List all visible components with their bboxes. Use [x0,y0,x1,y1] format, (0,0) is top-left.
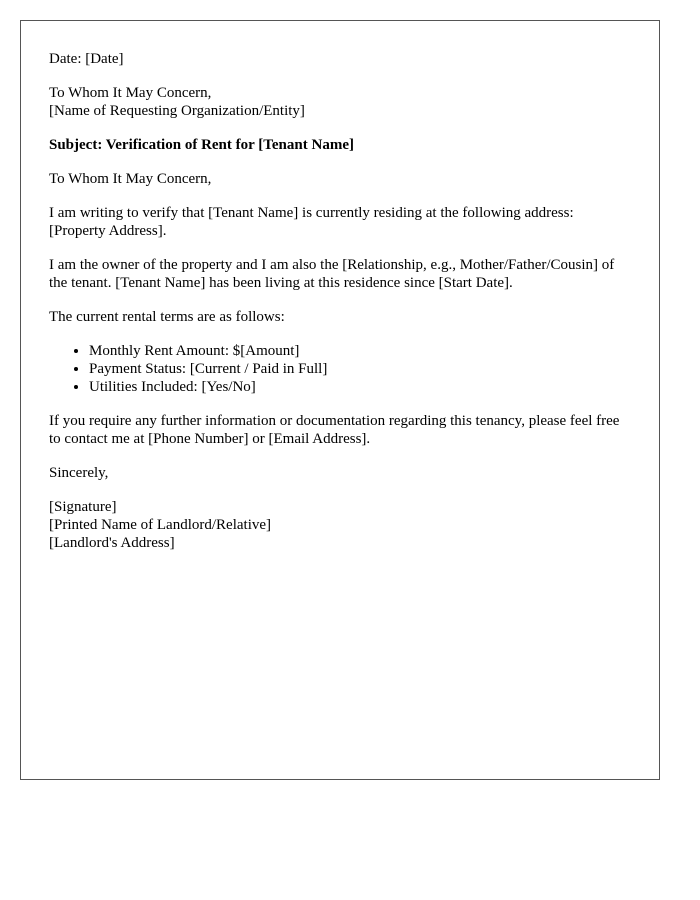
list-item: • Payment Status: [Current / Paid in Full] [89,360,631,378]
list-item: • Monthly Rent Amount: $[Amount] [89,342,631,360]
printed-name: [Printed Name of Landlord/Relative] [49,517,272,533]
paragraph-relationship: I am the owner of the property and I am also the [Relationship, e.g., Mother/Father/Cousin] of the tenant. [Tenant Name] has been living at this residence since [Start Date]. [49,257,615,291]
signature-block [49,498,631,552]
list-item: • Utilities Included: [Yes/No] [89,378,631,396]
landlord-address: [Landlord's Address] [49,535,175,551]
signature-line: [Signature] [49,499,117,515]
paragraph-residence: I am writing to verify that [Tenant Name] is currently residing at the following address: [Property Address]. [49,205,574,239]
salutation: To Whom It May Concern, [49,171,212,187]
terms-intro: The current rental terms are as follows: [49,309,285,325]
subject-line: Subject: Verification of Rent for [Tenant Name] [49,137,354,153]
recipient-organization: [Name of Requesting Organization/Entity] [49,103,305,119]
paragraph-contact: If you require any further information or documentation regarding this tenancy, please feel free to contact me at [Phone Number] or [Email Address]. [49,413,620,447]
recipient-block [49,84,631,120]
closing: Sincerely, [49,465,109,481]
date-line: Date: [Date] [49,51,124,67]
letter-page [20,20,660,780]
recipient-line: To Whom It May Concern, [49,85,212,101]
rental-terms-list [49,342,631,396]
